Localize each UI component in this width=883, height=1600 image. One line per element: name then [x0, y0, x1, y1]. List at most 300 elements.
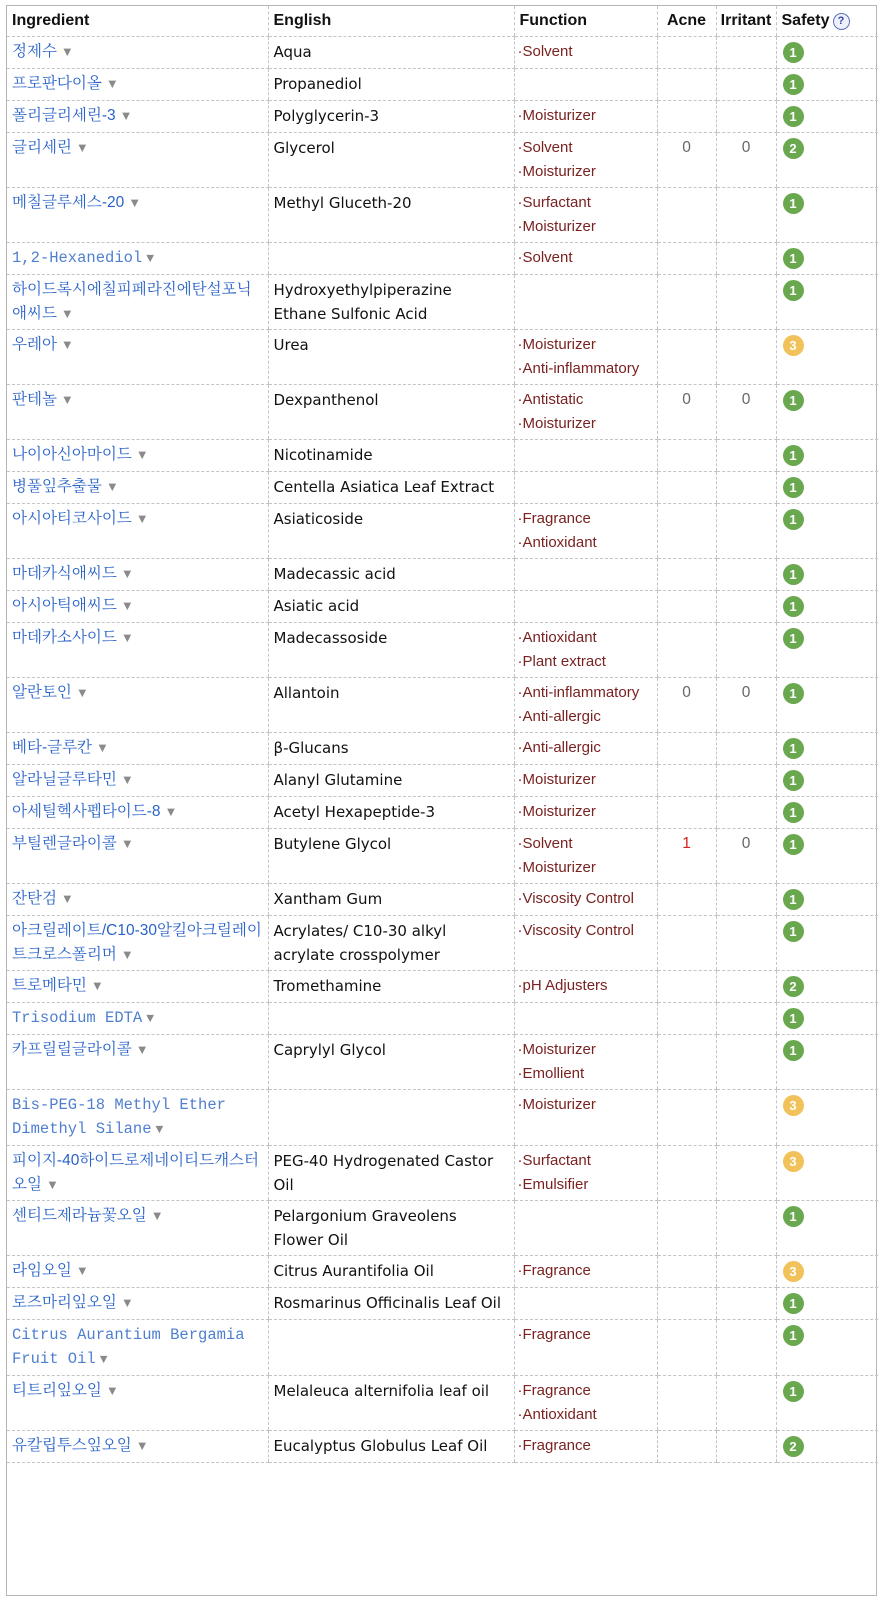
- ingredient-link[interactable]: Citrus Aurantium Bergamia Fruit Oil: [12, 1326, 245, 1368]
- header-ingredient[interactable]: Ingredient: [7, 6, 268, 37]
- function-tag: ·Anti-inflammatory: [517, 360, 640, 377]
- safety-cell: [776, 623, 878, 678]
- safety-cell: [776, 101, 878, 133]
- ingredient-cell: [7, 69, 268, 101]
- ingredient-link[interactable]: 부틸렌글라이콜: [12, 835, 117, 852]
- acne-score-cell: [657, 1256, 716, 1288]
- ingredient-cell: [7, 623, 268, 678]
- irritant-score-cell: [716, 1376, 776, 1431]
- safety-badge[interactable]: 1: [783, 280, 804, 301]
- expand-arrow-icon[interactable]: ▼: [96, 740, 109, 755]
- safety-cell: [776, 916, 878, 971]
- table-row: [7, 1256, 878, 1288]
- acne-score-cell: [657, 733, 716, 765]
- ingredient-cell: [7, 765, 268, 797]
- function-tag: ·Fragrance: [517, 1437, 591, 1454]
- acne-score-cell: [657, 330, 716, 385]
- ingredient-link[interactable]: 프로판다이올: [12, 75, 102, 92]
- acne-score-cell: [657, 971, 716, 1003]
- expand-arrow-icon[interactable]: ▼: [146, 251, 155, 266]
- ingredient-cell: [7, 971, 268, 1003]
- table-row: [7, 829, 878, 884]
- acne-score-cell: [657, 1376, 716, 1431]
- irritant-score-cell: [716, 797, 776, 829]
- irritant-score-cell: 0: [716, 678, 776, 733]
- function-tag: ·Moisturizer: [517, 163, 596, 180]
- function-tag: ·Moisturizer: [517, 218, 596, 235]
- expand-arrow-icon[interactable]: ▼: [119, 108, 133, 123]
- ingredient-cell: [7, 1376, 268, 1431]
- acne-score-cell: [657, 472, 716, 504]
- function-cell: [514, 884, 657, 916]
- function-tag: ·Fragrance: [517, 1326, 591, 1343]
- irritant-score-cell: [716, 1201, 776, 1256]
- ingredient-cell: [7, 243, 268, 275]
- safety-badge[interactable]: 1: [783, 445, 804, 466]
- function-tag: ·Moisturizer: [517, 336, 596, 353]
- table-row: [7, 1090, 878, 1146]
- ingredient-link[interactable]: 로즈마리잎오일: [12, 1294, 117, 1311]
- expand-arrow-icon[interactable]: ▼: [120, 836, 134, 851]
- irritant-score-cell: [716, 101, 776, 133]
- english-name-cell: Aqua: [268, 37, 514, 69]
- safety-cell: [776, 504, 878, 559]
- ingredient-cell: [7, 916, 268, 971]
- english-name-cell: Dexpanthenol: [268, 385, 514, 440]
- function-tag: ·Anti-allergic: [517, 708, 601, 725]
- ingredient-link[interactable]: 하이드록시에칠피페라진에탄설포닉애씨드: [12, 281, 252, 322]
- safety-badge[interactable]: 1: [783, 1008, 804, 1029]
- english-name-cell: Xantham Gum: [268, 884, 514, 916]
- safety-badge[interactable]: 1: [783, 1206, 804, 1227]
- acne-score-cell: [657, 1003, 716, 1035]
- safety-badge[interactable]: 1: [783, 770, 804, 791]
- table-header-row: [7, 6, 878, 37]
- function-tag: ·Moisturizer: [517, 771, 596, 788]
- function-cell: [514, 330, 657, 385]
- function-cell: [514, 133, 657, 188]
- safety-badge[interactable]: 1: [783, 390, 804, 411]
- irritant-score-cell: [716, 1320, 776, 1376]
- acne-score-cell: [657, 765, 716, 797]
- acne-score-cell: [657, 884, 716, 916]
- irritant-score-cell: [716, 37, 776, 69]
- ingredient-link[interactable]: 아시아티코사이드: [12, 510, 132, 527]
- irritant-score-cell: [716, 1256, 776, 1288]
- acne-score-cell: [657, 1146, 716, 1201]
- acne-score-cell: [657, 37, 716, 69]
- safety-badge[interactable]: 1: [783, 248, 804, 269]
- ingredient-cell: [7, 1320, 268, 1376]
- safety-badge[interactable]: 1: [783, 106, 804, 127]
- safety-badge[interactable]: 1: [783, 42, 804, 63]
- irritant-score-cell: [716, 440, 776, 472]
- english-name-cell: Acrylates/ C10-30 alkyl acrylate crosspolymer: [268, 916, 514, 971]
- acne-score-cell: [657, 1431, 716, 1463]
- acne-score-cell: [657, 797, 716, 829]
- safety-badge[interactable]: 1: [783, 802, 804, 823]
- irritant-score-cell: [716, 1146, 776, 1201]
- ingredient-link[interactable]: 티트리잎오일: [12, 1382, 102, 1399]
- expand-arrow-icon[interactable]: ▼: [60, 392, 74, 407]
- ingredient-link[interactable]: 피이지-40하이드로제네이티드캐스터오일: [12, 1152, 259, 1193]
- safety-badge[interactable]: 2: [783, 1436, 804, 1457]
- safety-badge[interactable]: 1: [783, 74, 804, 95]
- ingredient-cell: [7, 829, 268, 884]
- english-name-cell: Butylene Glycol: [268, 829, 514, 884]
- function-tag: ·Viscosity Control: [517, 922, 634, 939]
- irritant-score-cell: [716, 1431, 776, 1463]
- english-name-cell: Madecassoside: [268, 623, 514, 678]
- expand-arrow-icon[interactable]: ▼: [60, 337, 74, 352]
- safety-badge[interactable]: 1: [783, 683, 804, 704]
- expand-arrow-icon[interactable]: ▼: [105, 479, 119, 494]
- expand-arrow-icon[interactable]: ▼: [164, 804, 178, 819]
- table-row: [7, 1201, 878, 1256]
- irritant-score-cell: [716, 623, 776, 678]
- function-cell: [514, 829, 657, 884]
- ingredient-link[interactable]: 베타-글루칸: [12, 739, 93, 756]
- expand-arrow-icon[interactable]: ▼: [128, 195, 142, 210]
- safety-badge[interactable]: 3: [783, 1151, 804, 1172]
- ingredient-cell: [7, 1431, 268, 1463]
- expand-arrow-icon[interactable]: ▼: [120, 598, 134, 613]
- ingredient-cell: [7, 504, 268, 559]
- irritant-score-cell: [716, 243, 776, 275]
- safety-cell: [776, 440, 878, 472]
- header-safety-label: Safety: [781, 12, 830, 29]
- safety-cell: [776, 37, 878, 69]
- safety-badge[interactable]: 1: [783, 193, 804, 214]
- ingredient-link[interactable]: 판테놀: [12, 391, 57, 408]
- function-cell: [514, 797, 657, 829]
- function-cell: [514, 1146, 657, 1201]
- irritant-score-cell: [716, 765, 776, 797]
- acne-score-cell: [657, 1035, 716, 1090]
- safety-badge[interactable]: 1: [783, 889, 804, 910]
- function-tag: ·Solvent: [517, 249, 573, 266]
- function-cell: [514, 623, 657, 678]
- function-cell: [514, 733, 657, 765]
- expand-arrow-icon[interactable]: ▼: [75, 140, 89, 155]
- table-row: [7, 733, 878, 765]
- ingredient-link[interactable]: 정제수: [12, 43, 57, 60]
- function-cell: [514, 1003, 657, 1035]
- expand-arrow-icon[interactable]: ▼: [99, 1352, 108, 1367]
- function-cell: [514, 1376, 657, 1431]
- ingredient-link[interactable]: 글리세린: [12, 139, 72, 156]
- safety-badge[interactable]: 2: [783, 976, 804, 997]
- expand-arrow-icon[interactable]: ▼: [75, 685, 89, 700]
- function-tag: ·Moisturizer: [517, 415, 596, 432]
- function-tag: ·Fragrance: [517, 1382, 591, 1399]
- safety-cell: [776, 797, 878, 829]
- english-name-cell: Methyl Gluceth-20: [268, 188, 514, 243]
- ingredient-link[interactable]: 트로메타민: [12, 977, 87, 994]
- expand-arrow-icon[interactable]: ▼: [150, 1208, 164, 1223]
- expand-arrow-icon[interactable]: ▼: [60, 891, 74, 906]
- expand-arrow-icon[interactable]: ▼: [135, 1438, 149, 1453]
- expand-arrow-icon[interactable]: ▼: [45, 1177, 59, 1192]
- table-row: [7, 591, 878, 623]
- expand-arrow-icon[interactable]: ▼: [60, 44, 74, 59]
- ingredient-link[interactable]: 라임오일: [12, 1262, 72, 1279]
- safety-badge[interactable]: 1: [783, 1040, 804, 1061]
- table-row: [7, 472, 878, 504]
- irritant-score-cell: 0: [716, 133, 776, 188]
- safety-cell: [776, 330, 878, 385]
- acne-score-cell: [657, 188, 716, 243]
- function-cell: [514, 188, 657, 243]
- english-name-cell: PEG-40 Hydrogenated Castor Oil: [268, 1146, 514, 1201]
- safety-cell: [776, 733, 878, 765]
- table-row: [7, 101, 878, 133]
- ingredient-link[interactable]: 우레아: [12, 336, 57, 353]
- safety-cell: [776, 1090, 878, 1146]
- expand-arrow-icon[interactable]: ▼: [105, 76, 119, 91]
- safety-badge[interactable]: 1: [783, 738, 804, 759]
- safety-badge[interactable]: 1: [783, 509, 804, 530]
- safety-badge[interactable]: 1: [783, 921, 804, 942]
- table-row: [7, 623, 878, 678]
- expand-arrow-icon[interactable]: ▼: [135, 511, 149, 526]
- table-body: [7, 37, 878, 1463]
- function-tag: ·Solvent: [517, 139, 573, 156]
- ingredient-cell: [7, 1003, 268, 1035]
- function-cell: [514, 591, 657, 623]
- ingredient-link[interactable]: 폴리글리세린-3: [12, 107, 116, 124]
- table-row: [7, 37, 878, 69]
- ingredient-link[interactable]: 아크릴레이트/C10-30알킬아크릴레이트크로스폴리머: [12, 922, 262, 963]
- expand-arrow-icon[interactable]: ▼: [135, 447, 149, 462]
- irritant-score-cell: [716, 275, 776, 330]
- irritant-score-cell: [716, 188, 776, 243]
- ingredient-link[interactable]: 알란토인: [12, 684, 72, 701]
- function-tag: ·Anti-inflammatory: [517, 684, 640, 701]
- function-tag: ·Moisturizer: [517, 1041, 596, 1058]
- function-tag: ·Emulsifier: [517, 1176, 589, 1193]
- safety-badge[interactable]: 2: [783, 138, 804, 159]
- function-cell: [514, 275, 657, 330]
- table-row: [7, 188, 878, 243]
- function-tag: ·Surfactant: [517, 194, 591, 211]
- expand-arrow-icon[interactable]: ▼: [90, 978, 104, 993]
- table-row: [7, 243, 878, 275]
- ingredient-link[interactable]: 나이아신아마이드: [12, 446, 132, 463]
- english-name-cell: Rosmarinus Officinalis Leaf Oil: [268, 1288, 514, 1320]
- ingredient-table-container: [6, 5, 877, 1596]
- ingredient-table: [7, 6, 878, 1463]
- acne-score-cell: [657, 559, 716, 591]
- expand-arrow-icon[interactable]: ▼: [120, 630, 134, 645]
- header-english[interactable]: English: [268, 6, 514, 37]
- acne-score-cell: [657, 69, 716, 101]
- safety-badge[interactable]: 3: [783, 1095, 804, 1116]
- expand-arrow-icon[interactable]: ▼: [105, 1383, 119, 1398]
- function-cell: [514, 440, 657, 472]
- irritant-score-cell: 0: [716, 385, 776, 440]
- ingredient-link[interactable]: 1,2-Hexanediol: [12, 249, 143, 267]
- ingredient-cell: [7, 1256, 268, 1288]
- expand-arrow-icon[interactable]: ▼: [135, 1042, 149, 1057]
- function-tag: ·Surfactant: [517, 1152, 591, 1169]
- table-row: [7, 133, 878, 188]
- irritant-score-cell: [716, 69, 776, 101]
- acne-score-cell: [657, 1288, 716, 1320]
- safety-cell: [776, 472, 878, 504]
- header-acne[interactable]: Acne: [657, 6, 716, 37]
- safety-badge[interactable]: 3: [783, 1261, 804, 1282]
- function-tag: ·Antioxidant: [517, 1406, 597, 1423]
- english-name-cell: Tromethamine: [268, 971, 514, 1003]
- expand-arrow-icon[interactable]: ▼: [120, 1295, 134, 1310]
- safety-badge[interactable]: 1: [783, 628, 804, 649]
- table-row: [7, 797, 878, 829]
- table-row: [7, 884, 878, 916]
- english-name-cell: Caprylyl Glycol: [268, 1035, 514, 1090]
- safety-cell: [776, 591, 878, 623]
- function-cell: [514, 37, 657, 69]
- ingredient-link[interactable]: 아시아틱애씨드: [12, 597, 117, 614]
- safety-badge[interactable]: 1: [783, 477, 804, 498]
- ingredient-link[interactable]: 병풀잎추출물: [12, 478, 102, 495]
- expand-arrow-icon[interactable]: ▼: [75, 1263, 89, 1278]
- safety-badge[interactable]: 1: [783, 564, 804, 585]
- ingredient-cell: [7, 1090, 268, 1146]
- function-cell: [514, 1035, 657, 1090]
- english-name-cell: Pelargonium Graveolens Flower Oil: [268, 1201, 514, 1256]
- safety-cell: [776, 829, 878, 884]
- function-cell: [514, 1090, 657, 1146]
- safety-cell: [776, 275, 878, 330]
- irritant-score-cell: [716, 330, 776, 385]
- ingredient-link[interactable]: 센티드제라늄꽃오일: [12, 1207, 147, 1224]
- ingredient-link[interactable]: Bis-PEG-18 Methyl Ether Dimethyl Silane: [12, 1096, 226, 1138]
- ingredient-cell: [7, 1201, 268, 1256]
- english-name-cell: Urea: [268, 330, 514, 385]
- expand-arrow-icon[interactable]: ▼: [146, 1011, 155, 1026]
- header-function[interactable]: Function: [514, 6, 657, 37]
- table-row: [7, 1376, 878, 1431]
- function-tag: ·Antistatic: [517, 391, 584, 408]
- english-name-cell: Asiatic acid: [268, 591, 514, 623]
- function-cell: [514, 243, 657, 275]
- safety-cell: [776, 243, 878, 275]
- ingredient-cell: [7, 385, 268, 440]
- safety-cell: [776, 69, 878, 101]
- irritant-score-cell: [716, 1288, 776, 1320]
- ingredient-link[interactable]: 마데카소사이드: [12, 629, 117, 646]
- ingredient-cell: [7, 1146, 268, 1201]
- expand-arrow-icon[interactable]: ▼: [120, 772, 134, 787]
- irritant-score-cell: [716, 559, 776, 591]
- table-row: [7, 1431, 878, 1463]
- english-name-cell: [268, 1090, 514, 1146]
- safety-cell: [776, 765, 878, 797]
- safety-badge[interactable]: 1: [783, 1325, 804, 1346]
- ingredient-cell: [7, 733, 268, 765]
- ingredient-link[interactable]: 알라닐글루타민: [12, 771, 117, 788]
- function-cell: [514, 472, 657, 504]
- safety-badge[interactable]: 1: [783, 834, 804, 855]
- function-tag: ·Plant extract: [517, 653, 606, 670]
- english-name-cell: Asiaticoside: [268, 504, 514, 559]
- safety-cell: [776, 1320, 878, 1376]
- ingredient-cell: [7, 797, 268, 829]
- safety-cell: [776, 1256, 878, 1288]
- table-row: [7, 1288, 878, 1320]
- expand-arrow-icon[interactable]: ▼: [120, 947, 134, 962]
- function-cell: [514, 101, 657, 133]
- irritant-score-cell: [716, 733, 776, 765]
- function-cell: [514, 1431, 657, 1463]
- english-name-cell: Propanediol: [268, 69, 514, 101]
- acne-score-cell: [657, 101, 716, 133]
- ingredient-cell: [7, 275, 268, 330]
- ingredient-link[interactable]: 유칼립투스잎오일: [12, 1437, 132, 1454]
- function-cell: [514, 971, 657, 1003]
- acne-score-cell: 0: [657, 133, 716, 188]
- safety-badge[interactable]: 3: [783, 335, 804, 356]
- safety-badge[interactable]: 1: [783, 596, 804, 617]
- acne-score-cell: [657, 243, 716, 275]
- ingredient-link[interactable]: 메칠글루세스-20: [12, 194, 125, 211]
- acne-score-cell: [657, 1320, 716, 1376]
- help-icon[interactable]: ?: [833, 13, 850, 30]
- irritant-score-cell: [716, 1003, 776, 1035]
- function-tag: ·Emollient: [517, 1065, 585, 1082]
- ingredient-link[interactable]: 아세틸헥사펩타이드-8: [12, 803, 161, 820]
- function-cell: [514, 678, 657, 733]
- acne-score-cell: [657, 440, 716, 472]
- english-name-cell: β-Glucans: [268, 733, 514, 765]
- safety-badge[interactable]: 1: [783, 1381, 804, 1402]
- ingredient-link[interactable]: 카프릴릴글라이콜: [12, 1041, 132, 1058]
- table-row: [7, 559, 878, 591]
- function-tag: ·Solvent: [517, 835, 573, 852]
- safety-cell: [776, 884, 878, 916]
- function-cell: [514, 1201, 657, 1256]
- english-name-cell: Polyglycerin-3: [268, 101, 514, 133]
- function-tag: ·Moisturizer: [517, 1096, 596, 1113]
- function-tag: ·Solvent: [517, 43, 573, 60]
- english-name-cell: Citrus Aurantifolia Oil: [268, 1256, 514, 1288]
- ingredient-link[interactable]: 잔탄검: [12, 890, 57, 907]
- table-row: [7, 916, 878, 971]
- header-safety[interactable]: [776, 6, 878, 37]
- ingredient-cell: [7, 440, 268, 472]
- irritant-score-cell: [716, 504, 776, 559]
- ingredient-link[interactable]: 마데카식애씨드: [12, 565, 117, 582]
- safety-cell: [776, 133, 878, 188]
- english-name-cell: [268, 243, 514, 275]
- table-row: [7, 1146, 878, 1201]
- safety-cell: [776, 1035, 878, 1090]
- acne-score-cell: [657, 1201, 716, 1256]
- header-irritant[interactable]: Irritant: [716, 6, 776, 37]
- ingredient-link[interactable]: Trisodium EDTA: [12, 1009, 143, 1027]
- table-row: [7, 971, 878, 1003]
- function-cell: [514, 504, 657, 559]
- expand-arrow-icon[interactable]: ▼: [120, 566, 134, 581]
- ingredient-cell: [7, 1288, 268, 1320]
- function-cell: [514, 385, 657, 440]
- expand-arrow-icon[interactable]: ▼: [155, 1122, 164, 1137]
- acne-score-cell: [657, 623, 716, 678]
- expand-arrow-icon[interactable]: ▼: [60, 306, 74, 321]
- safety-cell: [776, 971, 878, 1003]
- safety-badge[interactable]: 1: [783, 1293, 804, 1314]
